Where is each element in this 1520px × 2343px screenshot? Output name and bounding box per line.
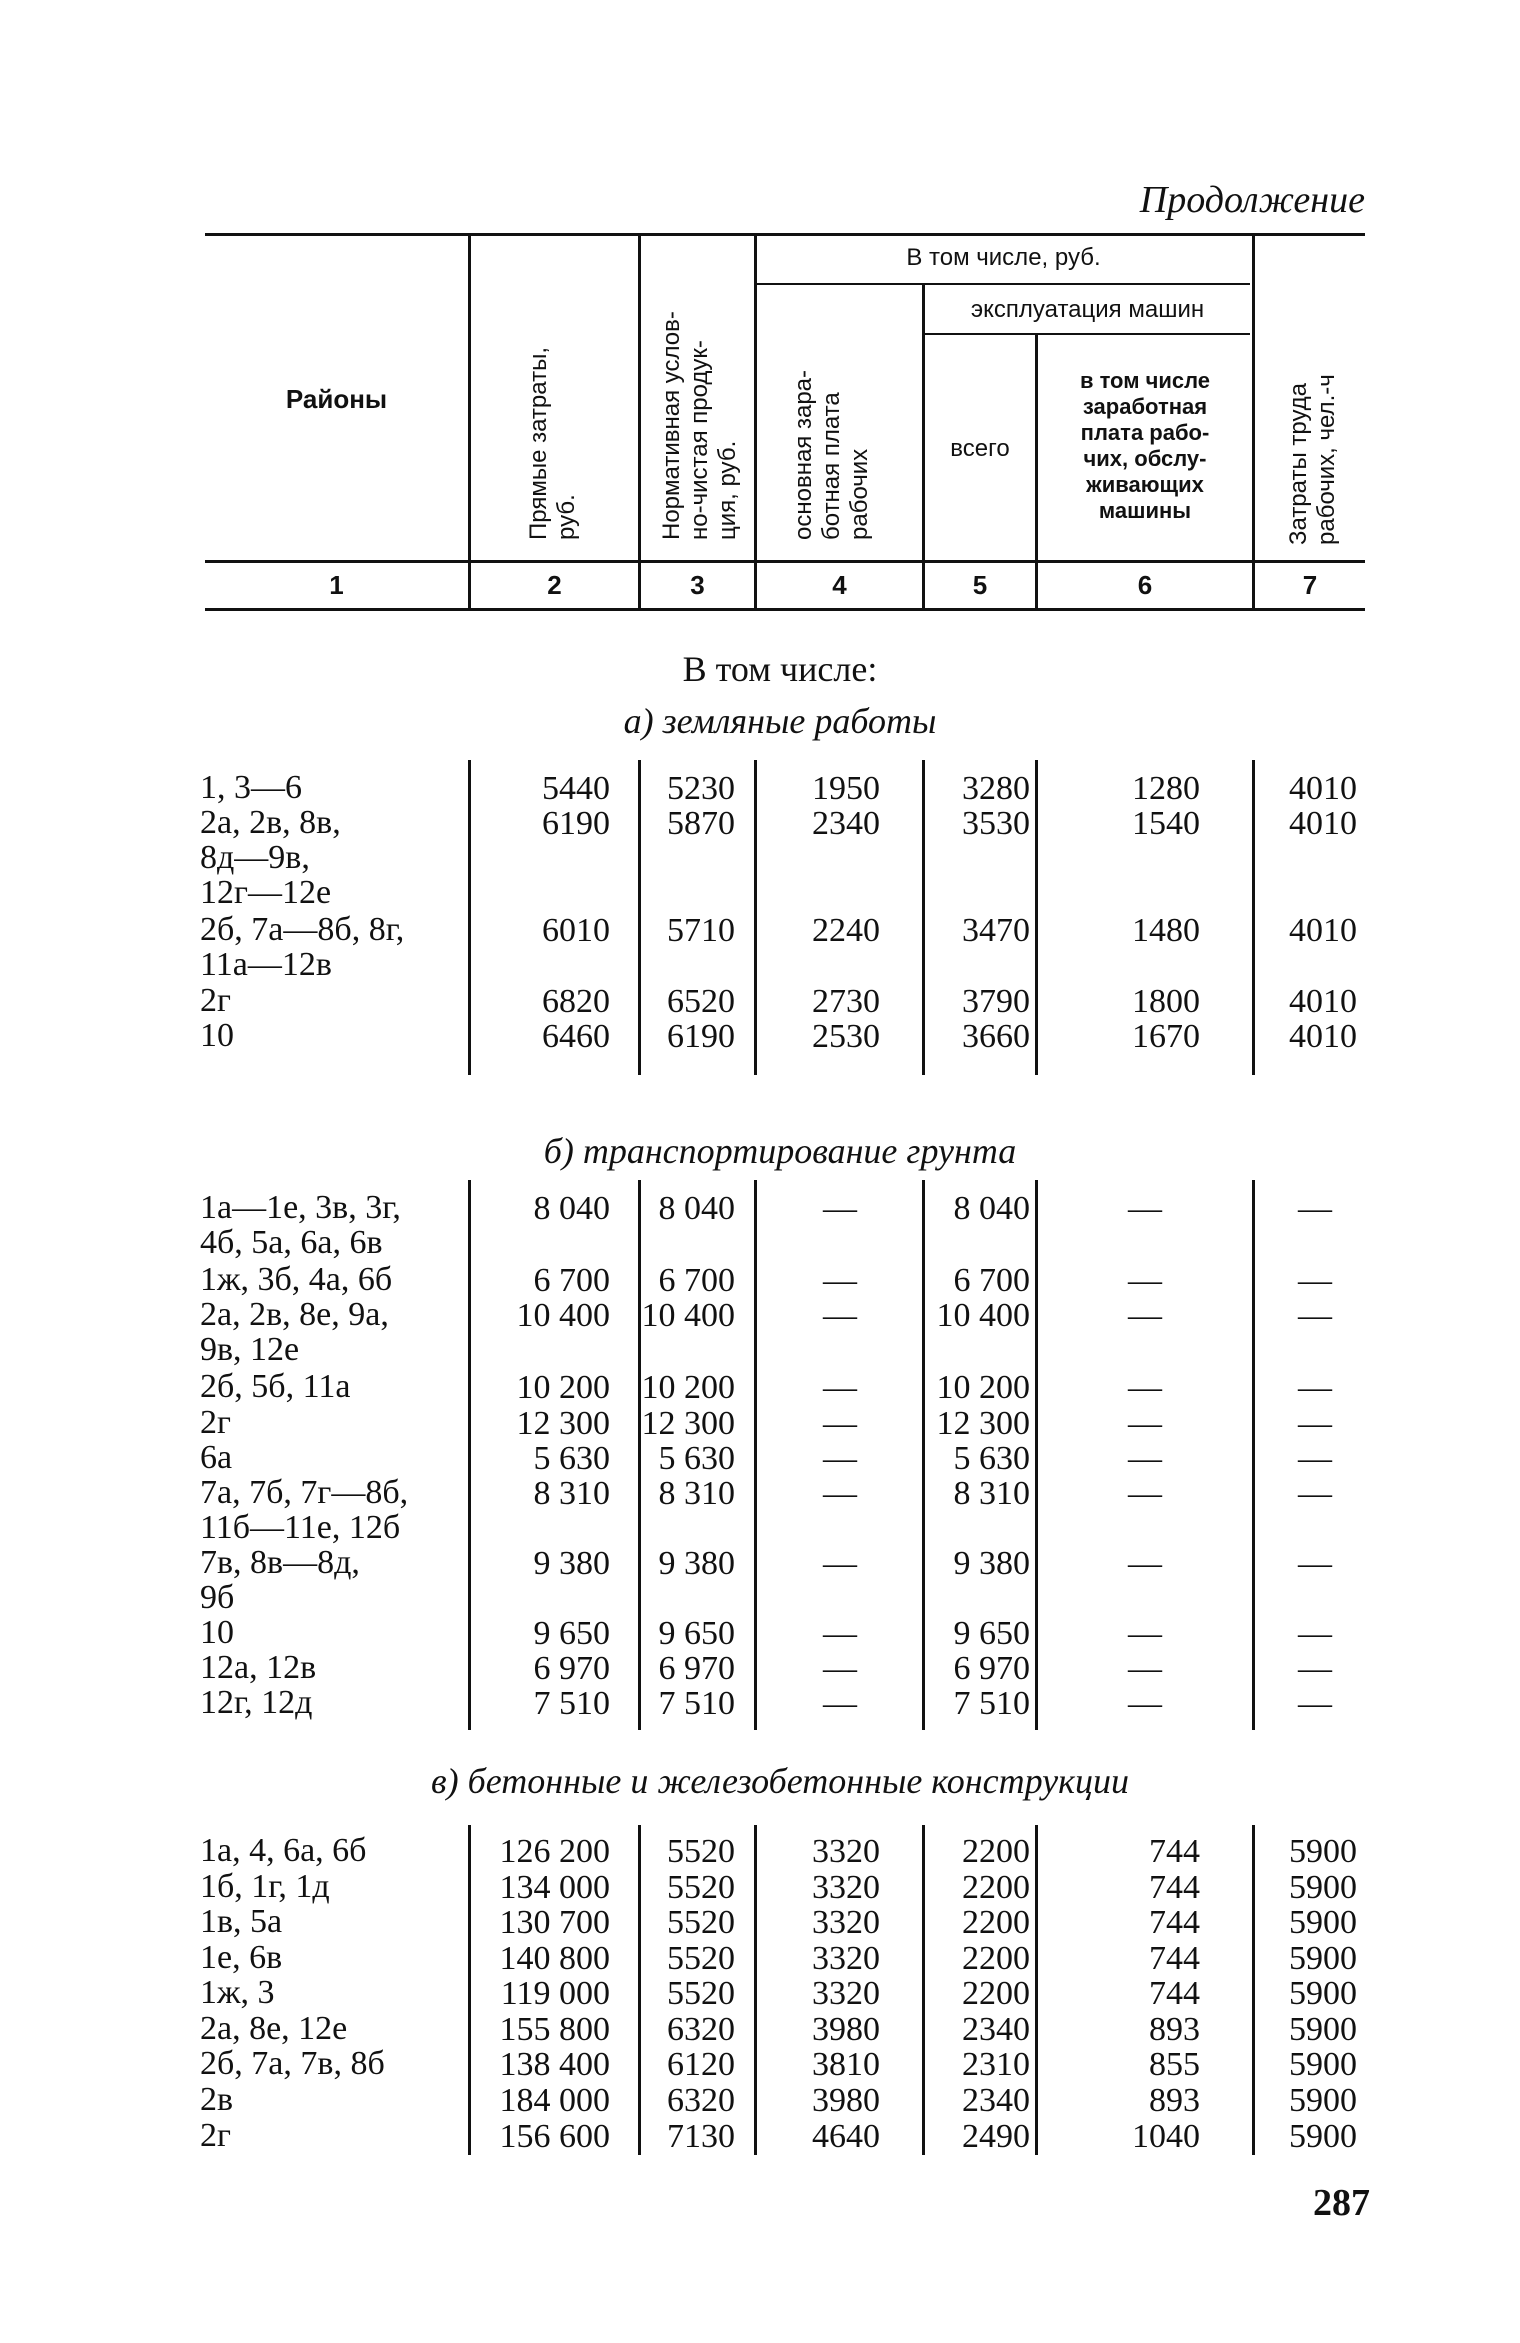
value-cell: 2240 [812,912,880,949]
including-label: В том числе: [682,649,878,689]
value-cell: 8 040 [953,1190,1030,1227]
header-total: всего [950,435,1010,462]
value-cell: 4010 [1289,805,1357,842]
value-cell: — [823,1440,857,1477]
district-cell: 1а—1е, 3в, 3г, 4б, 5а, 6а, 6в [200,1189,401,1261]
value-cell: — [1298,1262,1332,1299]
header-basic-wages: основная зара- ботная плата рабочих [790,369,873,540]
value-cell: 8 040 [658,1190,735,1227]
value-cell: 2310 [962,2046,1030,2083]
value-cell: 744 [1149,1869,1200,1906]
value-cell: — [1128,1405,1162,1442]
column-number: 4 [832,570,847,600]
column-number: 3 [690,570,705,600]
value-cell: — [1298,1369,1332,1406]
value-cell: — [1128,1369,1162,1406]
header-divider [1252,233,1255,608]
value-cell: — [1298,1615,1332,1652]
district-cell: 1, 3—6 [200,769,302,806]
value-cell: 5 630 [658,1440,735,1477]
header-districts: Районы [285,384,388,414]
value-cell: 12 300 [516,1405,610,1442]
value-cell: 5900 [1289,1869,1357,1906]
district-cell: 2а, 2в, 8в, 8д—9в, 12г—12е [200,804,341,911]
district-cell: 2г [200,982,231,1019]
value-cell: 3320 [812,1869,880,1906]
value-cell: — [1298,1685,1332,1722]
value-cell: 3320 [812,1833,880,1870]
column-divider [1035,1825,1038,2155]
value-cell: 2730 [812,983,880,1020]
value-cell: 7 510 [533,1685,610,1722]
value-cell: 3280 [962,770,1030,807]
value-cell: 140 800 [499,1940,610,1977]
header-machine-operation: эксплуатация машин [970,296,1205,323]
value-cell: 2490 [962,2118,1030,2155]
district-cell: 7а, 7б, 7г—8б, 11б—11е, 12б [200,1474,409,1546]
value-cell: 2200 [962,1904,1030,1941]
value-cell: 126 200 [499,1833,610,1870]
value-cell: — [1128,1685,1162,1722]
district-cell: 2б, 7а, 7в, 8б [200,2045,385,2082]
value-cell: 6 970 [533,1650,610,1687]
value-cell: — [1128,1650,1162,1687]
value-cell: 3320 [812,1975,880,2012]
value-cell: 155 800 [499,2011,610,2048]
district-cell: 1ж, 3б, 4а, 6б [200,1261,393,1298]
header-divider [468,233,471,608]
value-cell: — [1128,1440,1162,1477]
value-cell: 9 650 [658,1615,735,1652]
value-cell: 5870 [667,805,735,842]
value-cell: 10 200 [936,1369,1030,1406]
value-cell: 6 700 [658,1262,735,1299]
value-cell: 744 [1149,1975,1200,2012]
value-cell: 12 300 [936,1405,1030,1442]
value-cell: 10 400 [936,1297,1030,1334]
machines-rule [925,333,1250,335]
value-cell: — [1298,1190,1332,1227]
value-cell: 3810 [812,2046,880,2083]
value-cell: 156 600 [499,2118,610,2155]
value-cell: — [823,1650,857,1687]
value-cell: 1280 [1132,770,1200,807]
header-including-group: В том числе, руб. [906,244,1101,271]
value-cell: 7130 [667,2118,735,2155]
value-cell: 744 [1149,1904,1200,1941]
value-cell: — [823,1405,857,1442]
value-cell: 3980 [812,2082,880,2119]
value-cell: — [823,1475,857,1512]
column-divider [1252,1180,1255,1730]
value-cell: 5900 [1289,2082,1357,2119]
header-divider [754,233,757,608]
value-cell: 8 310 [953,1475,1030,1512]
table-top-rule [205,233,1365,236]
value-cell: 5900 [1289,1975,1357,2012]
value-cell: 5520 [667,1869,735,1906]
value-cell: 130 700 [499,1904,610,1941]
district-cell: 2б, 7а—8б, 8г, 11а—12в [200,911,405,983]
column-divider [754,1180,757,1730]
district-cell: 2г [200,1404,231,1441]
value-cell: 6 700 [533,1262,610,1299]
value-cell: 1480 [1132,912,1200,949]
section-title: в) бетонные и железобетонные конструкции [431,1761,1129,1801]
value-cell: 8 040 [533,1190,610,1227]
value-cell: 6320 [667,2011,735,2048]
value-cell: 4010 [1289,770,1357,807]
value-cell: 9 380 [658,1545,735,1582]
value-cell: 8 310 [658,1475,735,1512]
district-cell: 1б, 1г, 1д [200,1868,330,1905]
value-cell: — [1128,1615,1162,1652]
section-title: а) земляные работы [623,701,937,741]
value-cell: 5710 [667,912,735,949]
value-cell: 5900 [1289,2118,1357,2155]
header-machine-wages: в том числе заработная плата рабо- чих, обслу- живающих машины [1079,368,1211,523]
value-cell: 6010 [542,912,610,949]
value-cell: 5520 [667,1833,735,1870]
value-cell: 7 510 [658,1685,735,1722]
value-cell: 855 [1149,2046,1200,2083]
section-title: б) транспортирование грунта [543,1131,1017,1171]
value-cell: 6 700 [953,1262,1030,1299]
district-cell: 1е, 6в [200,1939,283,1976]
column-number: 5 [972,570,988,600]
value-cell: 9 650 [533,1615,610,1652]
district-cell: 1а, 4, 6а, 6б [200,1832,367,1869]
column-number: 2 [547,570,562,600]
value-cell: 7 510 [953,1685,1030,1722]
value-cell: 6190 [667,1018,735,1055]
district-cell: 2а, 2в, 8е, 9а, 9в, 12е [200,1296,389,1368]
value-cell: 6460 [542,1018,610,1055]
value-cell: — [1298,1475,1332,1512]
value-cell: 9 380 [953,1545,1030,1582]
value-cell: 4640 [812,2118,880,2155]
value-cell: 10 400 [516,1297,610,1334]
value-cell: 5900 [1289,1940,1357,1977]
value-cell: 5230 [667,770,735,807]
value-cell: 2340 [962,2011,1030,2048]
value-cell: — [1128,1475,1162,1512]
column-number: 1 [329,570,344,600]
value-cell: 10 200 [641,1369,735,1406]
value-cell: 5 630 [953,1440,1030,1477]
value-cell: 6320 [667,2082,735,2119]
district-cell: 10 [200,1017,234,1054]
value-cell: 12 300 [641,1405,735,1442]
value-cell: 893 [1149,2011,1200,2048]
value-cell: 2200 [962,1975,1030,2012]
value-cell: — [823,1615,857,1652]
value-cell: 6 970 [953,1650,1030,1687]
value-cell: 6120 [667,2046,735,2083]
value-cell: 1950 [812,770,880,807]
value-cell: 5520 [667,1904,735,1941]
value-cell: — [823,1369,857,1406]
district-cell: 1в, 5а [200,1903,283,1940]
value-cell: 3470 [962,912,1030,949]
value-cell: — [1128,1545,1162,1582]
value-cell: 2340 [962,2082,1030,2119]
value-cell: 4010 [1289,1018,1357,1055]
value-cell: — [823,1685,857,1722]
value-cell: — [1128,1297,1162,1334]
district-cell: 12г, 12д [200,1684,313,1721]
district-cell: 6а [200,1439,233,1476]
value-cell: — [1298,1405,1332,1442]
value-cell: 3320 [812,1940,880,1977]
continued-label: Продолжение [1139,179,1365,221]
value-cell: 4010 [1289,983,1357,1020]
value-cell: 2200 [962,1833,1030,1870]
district-cell: 2г [200,2117,231,2154]
value-cell: — [1298,1650,1332,1687]
district-cell: 7в, 8в—8д, 9б [200,1544,360,1616]
value-cell: 5520 [667,1940,735,1977]
column-divider [1035,760,1038,1075]
page-number: 287 [1313,2182,1370,2224]
value-cell: 119 000 [500,1975,610,2012]
value-cell: 1040 [1132,2118,1200,2155]
value-cell: 10 400 [641,1297,735,1334]
header-divider [638,233,641,608]
value-cell: 10 200 [516,1369,610,1406]
value-cell: 893 [1149,2082,1200,2119]
value-cell: — [1128,1190,1162,1227]
value-cell: — [1128,1262,1162,1299]
value-cell: 5440 [542,770,610,807]
column-number: 7 [1302,570,1318,600]
value-cell: 9 380 [533,1545,610,1582]
header-bottom-rule [205,560,1365,563]
value-cell: 3790 [962,983,1030,1020]
value-cell: — [823,1190,857,1227]
district-cell: 1ж, 3 [200,1974,275,2011]
value-cell: — [1298,1545,1332,1582]
column-numbers-rule [205,608,1365,611]
value-cell: 1670 [1132,1018,1200,1055]
value-cell: 3530 [962,805,1030,842]
value-cell: — [823,1262,857,1299]
value-cell: 2200 [962,1869,1030,1906]
value-cell: 6520 [667,983,735,1020]
value-cell: 744 [1149,1940,1200,1977]
value-cell: 6 970 [658,1650,735,1687]
value-cell: 5900 [1289,2046,1357,2083]
value-cell: — [1298,1440,1332,1477]
value-cell: 5900 [1289,1833,1357,1870]
value-cell: 5900 [1289,1904,1357,1941]
header-net-production: Нормативная услов- но-чистая продук- ция, руб. [658,311,741,540]
value-cell: 5900 [1289,2011,1357,2048]
district-cell: 2а, 8е, 12е [200,2010,348,2047]
value-cell: — [1298,1297,1332,1334]
column-divider [1035,1180,1038,1730]
value-cell: 138 400 [499,2046,610,2083]
value-cell: 184 000 [499,2082,610,2119]
value-cell: 1800 [1132,983,1200,1020]
district-cell: 10 [200,1614,234,1651]
value-cell: 2200 [962,1940,1030,1977]
group-rule [757,283,1250,285]
district-cell: 12а, 12в [200,1649,317,1686]
value-cell: — [823,1297,857,1334]
value-cell: 2530 [812,1018,880,1055]
value-cell: 8 310 [533,1475,610,1512]
value-cell: 1540 [1132,805,1200,842]
value-cell: 6190 [542,805,610,842]
value-cell: 6820 [542,983,610,1020]
value-cell: 3980 [812,2011,880,2048]
value-cell: 4010 [1289,912,1357,949]
district-cell: 2в [200,2081,234,2118]
value-cell: 134 000 [499,1869,610,1906]
value-cell: 9 650 [953,1615,1030,1652]
value-cell: 2340 [812,805,880,842]
district-cell: 2б, 5б, 11а [200,1368,351,1405]
value-cell: 5 630 [533,1440,610,1477]
value-cell: 5520 [667,1975,735,2012]
value-cell: 744 [1149,1833,1200,1870]
header-direct-costs: Прямые затраты, руб. [525,347,580,540]
value-cell: — [823,1545,857,1582]
header-labor-costs: Затраты труда рабочих, чел.-ч [1285,374,1340,545]
value-cell: 3320 [812,1904,880,1941]
column-number: 6 [1137,570,1153,600]
value-cell: 3660 [962,1018,1030,1055]
